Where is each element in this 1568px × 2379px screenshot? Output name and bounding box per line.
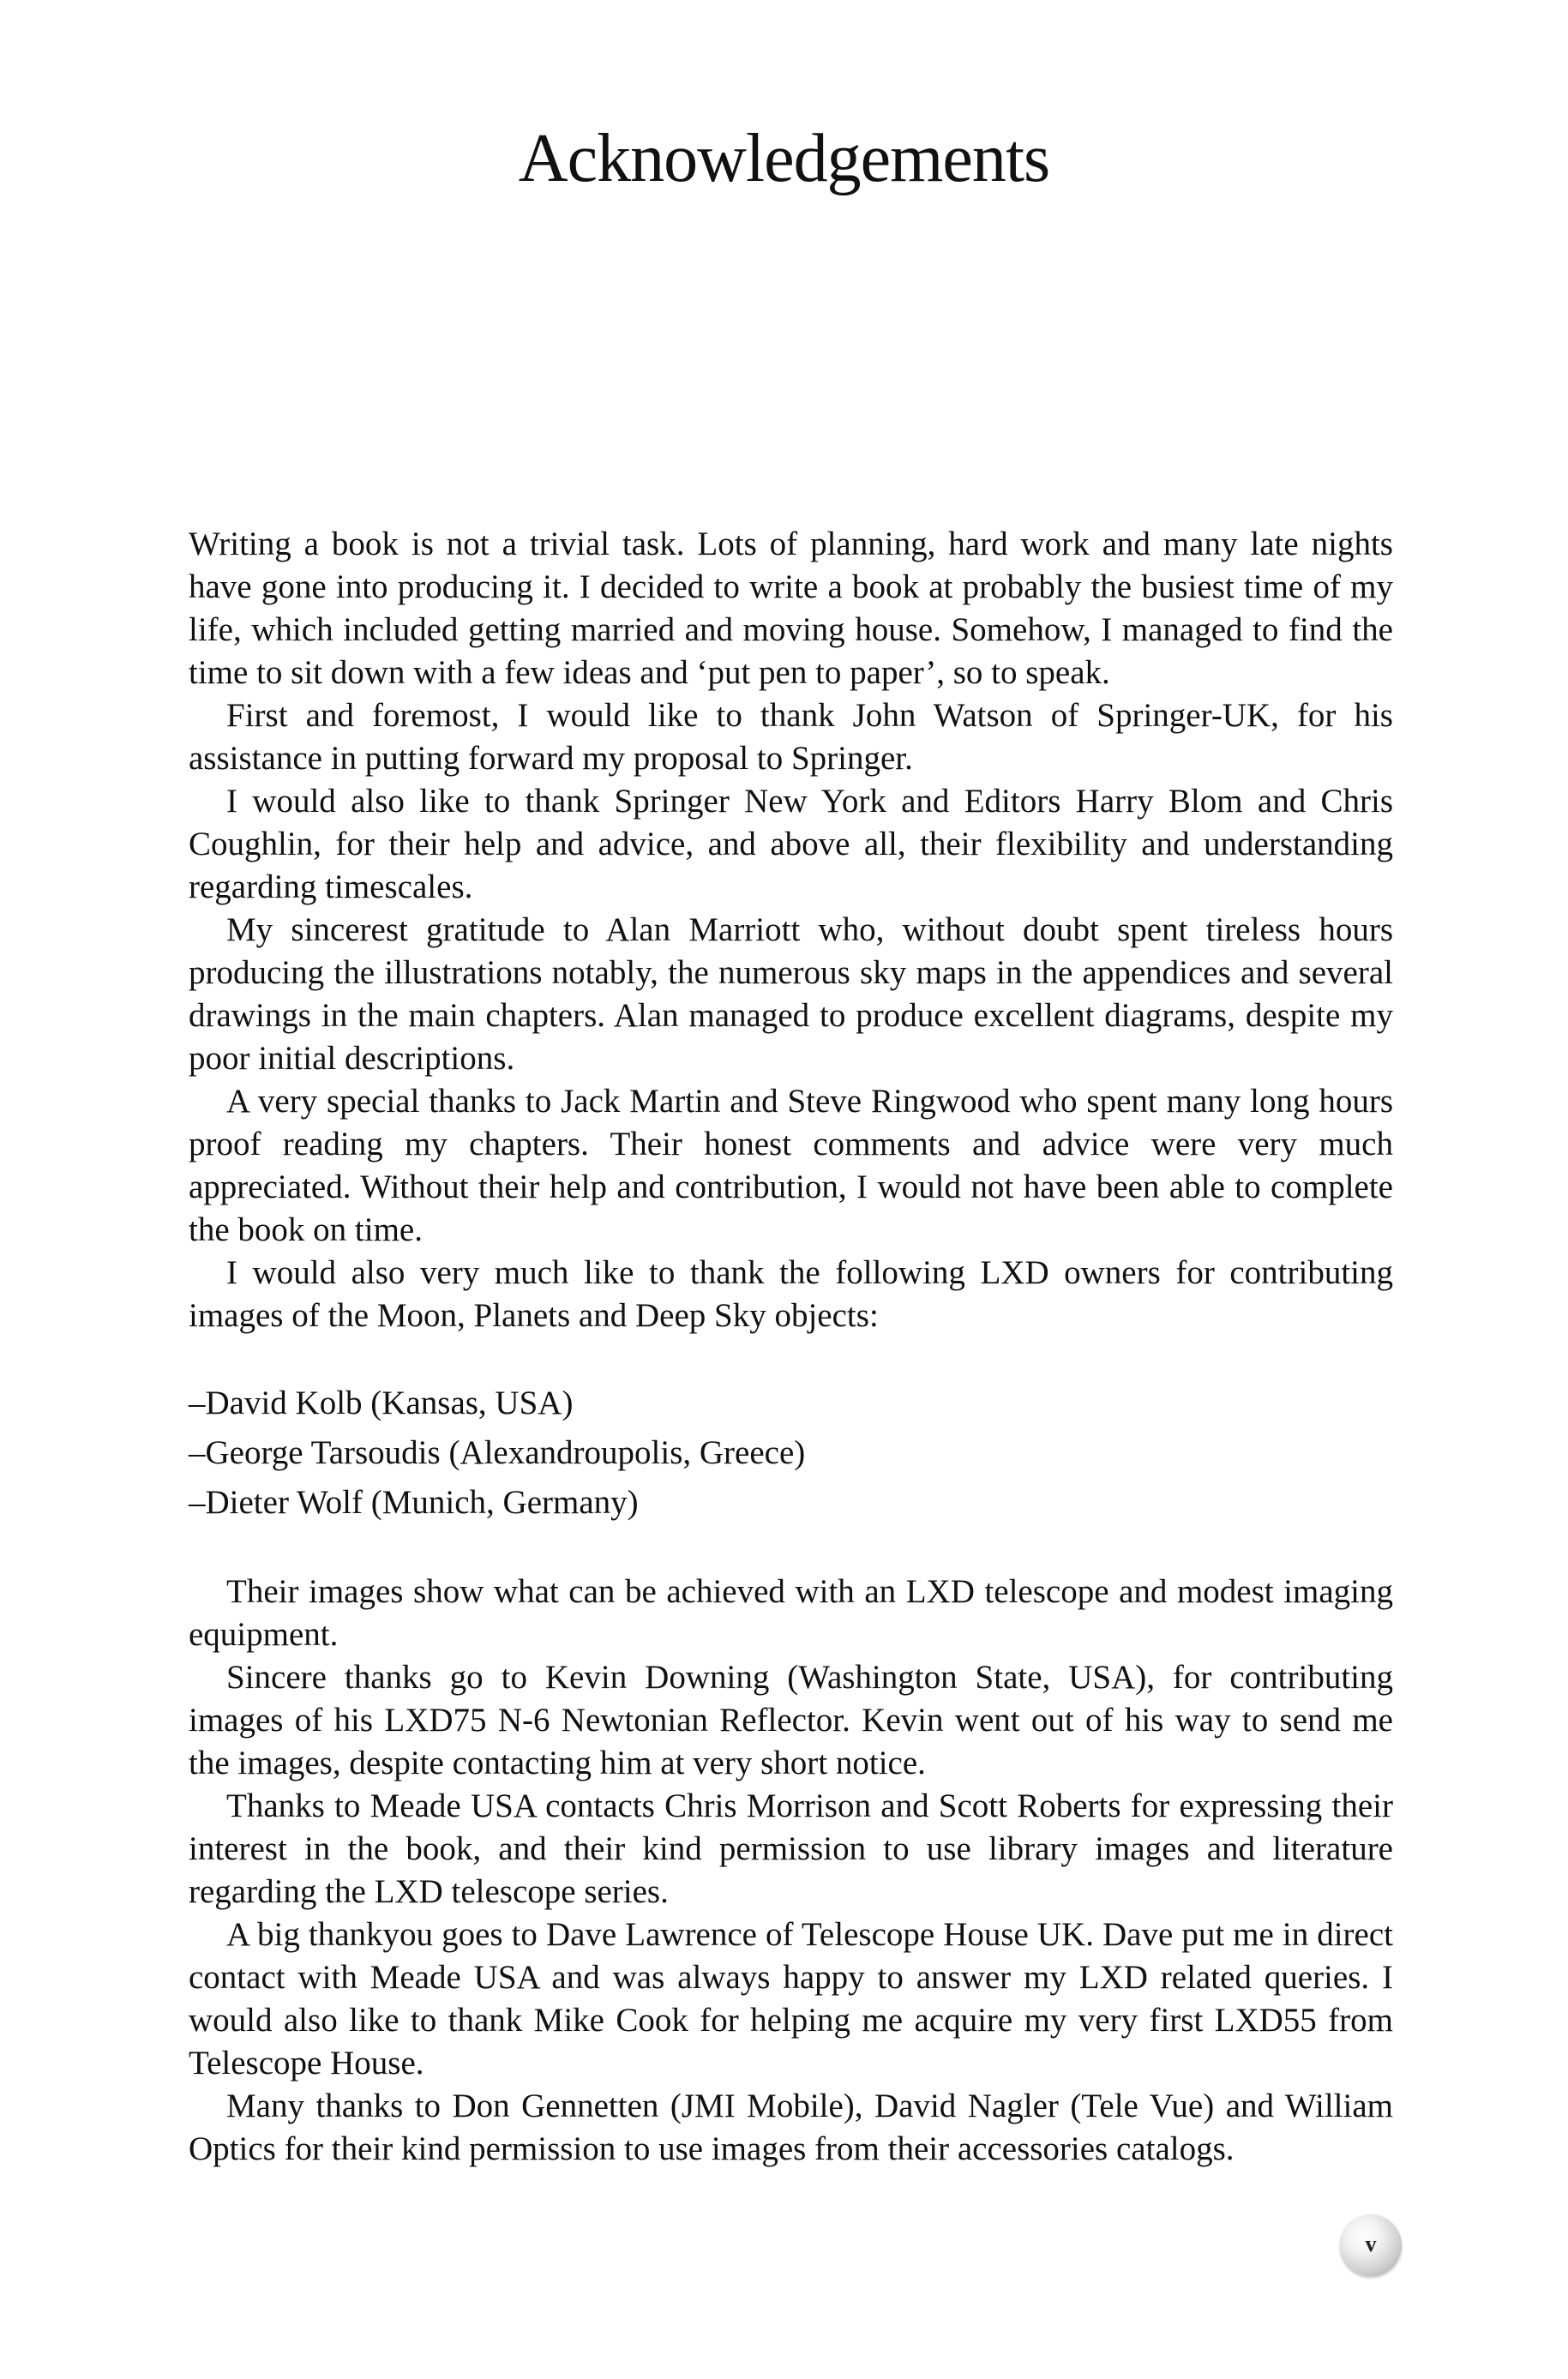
paragraph: Many thanks to Don Gennetten (JMI Mobile), David Nagler (Tele Vue) and William Optics for their kind permission to use images from their accessories catalogs. [189,2088,1393,2167]
paragraph: Thanks to Meade USA contacts Chris Morrison and Scott Roberts for expressing their interest in the book, and their kind permission to use library images and literature regarding the LXD telescope series. [189,1787,1393,1910]
list-item: –Dieter Wolf (Munich, Germany) [189,1484,639,1521]
page-number-badge [1340,2214,1402,2276]
list-item: –David Kolb (Kansas, USA) [189,1385,574,1421]
page-number: v [1365,2232,1377,2256]
paragraph: I would also like to thank Springer New York and Editors Harry Blom and Chris Coughlin, for their help and advice, and above all, their flexibility and understanding regarding timescales. [189,783,1393,905]
acknowledgements-body [189,523,1393,2171]
paragraph: First and foremost, I would like to thank John Watson of Springer-UK, for his assistance in putting forward my proposal to Springer. [189,697,1393,777]
paragraph: Writing a book is not a trivial task. Lots of planning, hard work and many late nights have gone into producing it. I decided to write a book at probably the busiest time of my life, which included getting married and moving house. Somehow, I managed to find the time to sit down with a few ideas and ‘put pen to paper’, so to speak. [189,526,1393,691]
paragraph: Their images show what can be achieved with an LXD telescope and modest imaging equipment. [189,1573,1393,1653]
paragraph: A big thankyou goes to Dave Lawrence of Telescope House UK. Dave put me in direct contact with Meade USA and was always happy to answer my LXD related queries. I would also like to thank Mike Cook for helping me acquire my very first LXD55 from Telescope House. [189,1916,1393,2082]
page-title: Acknowledgements [518,121,1050,196]
list-item: –George Tarsoudis (Alexandroupolis, Greece) [189,1434,806,1471]
paragraph: My sincerest gratitude to Alan Marriott who, without doubt spent tireless hours producing the illustrations notably, the numerous sky maps in the appendices and several drawings in the main chapters. Alan managed to produce excellent diagrams, despite my poor initial descriptions. [189,911,1393,1077]
paragraph: Sincere thanks go to Kevin Downing (Washington State, USA), for contributing images of his LXD75 N-6 Newtonian Reflector. Kevin went out of his way to send me the images, despite contacting him at very short notice. [189,1659,1393,1781]
contributor-list [189,1379,1393,1528]
paragraph: I would also very much like to thank the following LXD owners for contributing images of the Moon, Planets and Deep Sky objects: [189,1254,1393,1334]
paragraph: A very special thanks to Jack Martin and Steve Ringwood who spent many long hours proof reading my chapters. Their honest comments and advice were very much appreciated. Without their help and contribution, I would not have been able to complete the book on time. [189,1083,1393,1248]
